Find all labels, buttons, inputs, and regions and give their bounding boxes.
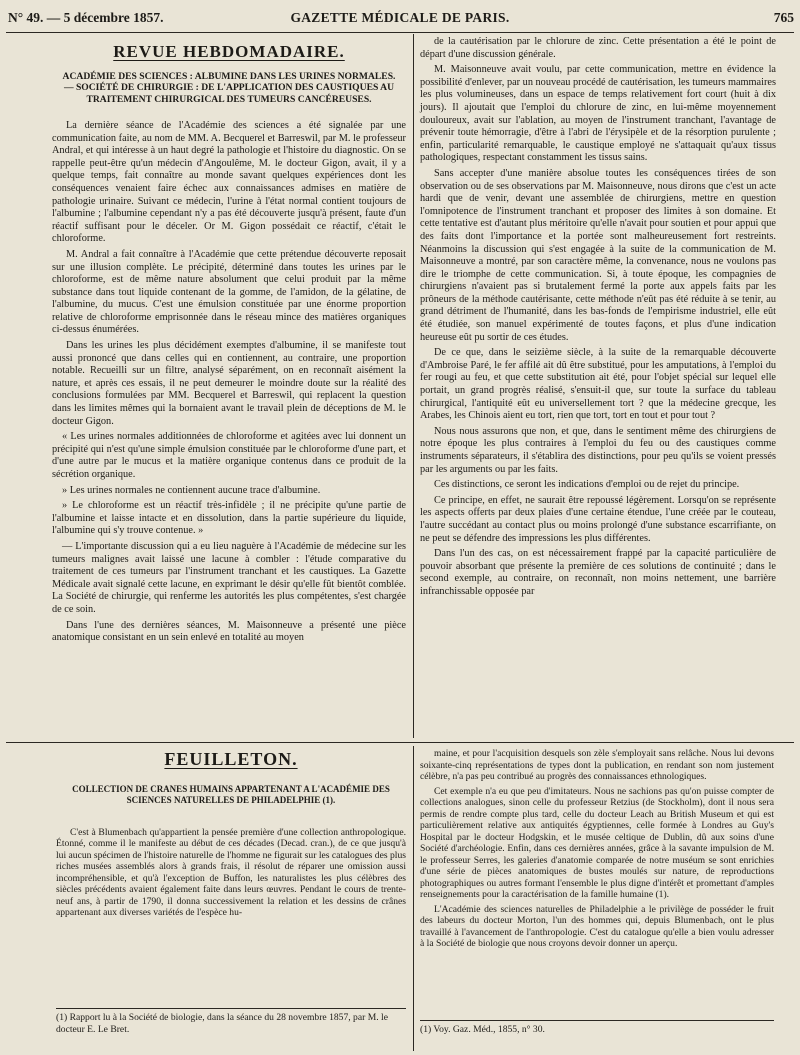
feuilleton-title: FEUILLETON. [164, 749, 298, 769]
paragraph: maine, et pour l'acquisition desquels son zèle s'employait sans relâche. Nous lui devons soixante-cinq représentations de types dont la publication, en rendant son nom justement célèbre, n'a pas peu contribué au progrès des connaissances ethnologiques. [420, 748, 774, 782]
paragraph: Nous nous assurons que non, et que, dans le sentiment même des chirurgiens de notre époque les plus contraires à l'emploi du feu ou des caustiques comme instruments séparateurs, il s'établira des distinctions, pour peu qu'ils se voient pressés par les arguments ou par les faits. [420, 425, 776, 475]
paragraph: Ce principe, en effet, ne saurait être repoussé légèrement. Lorsqu'on se représente les aspects offerts par deux plaies d'une certaine étendue, l'une créée par le couteau, l'autre succédant au contact plus ou moins prolongé d'une substance escarrifiante, on ne peut se défendre des impressions les plus différentes. [420, 494, 776, 544]
paragraph: Cet exemple n'a eu que peu d'imitateurs. Nous ne sachions pas qu'on puisse compter de collections analogues, sinon celle du professeur Retzius (de Stockholm), dont il nous sera permis de rendre compte plus tard, celle du docteur Leach au British Museum et qui est particulièrement relative aux antiquités égyptiennes, celle formée à Londres au Guy's Hospital par le docteur Hodgskin, et le musée celtique de Dublin, dû aux soins d'une Société d'archéologie. Enfin, dans ces dernières années, grâce à la savante impulsion de M. le professeur Serres, les galeries d'anatomie comparée de notre muséum se sont enrichies d'une série de pièces anatomiques de bustes moulés sur nature, de reproductions photographiques ou autres formant l'ensemble le plus digne d'intérêt et promettant d'amples renseignements pour la caractérisation de la famille humaine (1). [420, 785, 774, 900]
feuilleton-left-column [56, 748, 406, 922]
paragraph: M. Andral a fait connaître à l'Académie que cette prétendue découverte reposait sur une illusion complète. Le précipité, déterminé dans toutes les urines par le chloroforme, est de même nature absolument que celui produit par la même substance dans tout liquide contenant de la gomme, de l'amidon, de la gélatine, de l'albumine, du mucus. C'est une émulsion constituée par une énorme proportion relative de chloroforme emprisonnée dans le réseau mince des matières organiques ci-dessus énumérées. [52, 248, 406, 336]
issue-date: N° 49. — 5 décembre 1857. [8, 10, 164, 25]
paragraph: C'est à Blumenbach qu'appartient la pensée première d'une collection anthropologique. Étonné, comme il le manifeste au début de ces décades (Decad. cran.), de ce que jusqu'à lui aucun spécimen de l'histoire naturelle de l'homme ne figurait sur les catalogues des plus riches musées assemblés alors à grands frais, il résolut de réparer une omission aussi incompréhensible, et qu'à l'exception de Buffon, les naturalistes les plus célèbres des siècles précédents avaient également faite dans leurs œuvres. Pendant le cours de trente-neuf ans, à partir de 1790, il donna successivement la relation et les dessins de crânes appartenant aux diverses variétés de l'espèce hu- [56, 826, 406, 918]
paragraph: » Les urines normales ne contiennent aucune trace d'albumine. [62, 484, 321, 496]
paragraph: La dernière séance de l'Académie des sciences a été signalée par une communication faite, au nom de MM. A. Becquerel et Barreswil, par M. le professeur Andral, et qui intéresse à un haut degré la pathologie et l'histoire du diagnostic. On se rappelle peut-être qu'un médecin d'Angoulême, M. le docteur Gigon, avait, il y a quelque temps, fait connaître au monde savant quelques expériences dont les conséquences venaient faire échec aux connaissances admises en matière de pathologie urinaire. Suivant ce médecin, l'urine à l'état normal contient toujours de l'albumine ; l'albumine cependant n'y a pas été découverte jusqu'à présent, faute d'un réactif suffisant pour le déceler. Or M. Gigon possédait ce réactif, c'était le chloroforme. [52, 119, 406, 245]
paragraph: « Les urines normales additionnées de chloroforme et agitées avec lui donnent un précipité qui n'est qu'une simple émulsion constituée par le chloroforme d'une part, et d'une autre par le mucus et la matière organique contenus dans ce produit de la sécrétion organique. [52, 431, 406, 481]
feuilleton-column-rule [413, 746, 414, 1051]
paragraph: Sans accepter d'une manière absolue toutes les conséquences tirées de son observation ou de ses observations par M. Maisonneuve, nous dirons que c'est un acte hardi que de venir, devant une assemblée de chirurgiens, mettre en question l'omnipotence de l'instrument tranchant et proposer des limites à son domaine. Et cette tentative est d'autant plus méritoire qu'elle n'avait pour soutien et pour appui que des faits dont l'importance et la portée sont malheureusement fort restreints. Néanmoins la discussion qui s'est engagée à la suite de la communication de M. Maisonneuve a montré, par son caractère même, la convenance, nous ne voulons pas dire le triomphe de cette communication. Si, à toute époque, les compagnies de chirurgiens n'avaient pas si brutalement fermé la porte aux appels faits par les prôneurs de la méthode cautérisante, cette méthode n'eût pas été réduite à se tenir, au grand détriment de l'humanité, dans les bas-fonds de l'empirisme industriel, elle eût été étudiée, son manuel expérimenté de toutes façons, et plus d'une indication heureuse eût pu sortir de ces études. [420, 167, 776, 343]
feuilleton-right-column [420, 748, 774, 953]
header-rule [6, 32, 794, 33]
revue-subtitle: ACADÉMIE DES SCIENCES : ALBUMINE DANS LES URINES NORMALES. — SOCIÉTÉ DE CHIRURGIE : DE L'APPLICATION DES CAUSTIQUES AU TRAITEMENT CHIRURGICAL DES TUMEURS CANCÉREUSES. [62, 70, 396, 106]
paragraph: — L'importante discussion qui a eu lieu naguère à l'Académie de médecine sur les tumeurs malignes avait laissé une lacune à combler : l'étude comparative du traitement de ces tumeurs par l'instrument tranchant et les caustiques. La Gazette Médicale avait signalé cette lacune, en exprimant le désir qu'elle fût bientôt comblée. La Société de chirurgie, qui renferme les autorités les plus compétentes, s'est chargée de ce soin. [52, 540, 406, 615]
revue-left-text [52, 120, 406, 645]
paragraph: de la cautérisation par le chlorure de zinc. Cette présentation a été le point de départ d'une discussion générale. [420, 36, 776, 60]
revue-right-column [420, 36, 776, 602]
paragraph: » Le chloroforme est un réactif très-infidèle ; il ne précipite qu'une partie de l'albumine et laisse intacte et en dissolution, dans la partie supérieure du liquide, l'albumine qui s'y trouve contenue. » [52, 500, 406, 537]
page-header [0, 10, 800, 32]
feuilleton-left-text [56, 827, 406, 919]
paragraph: De ce que, dans le seizième siècle, à la suite de la remarquable découverte d'Ambroise Paré, le fer affilé ait dû être substitué, pour les amputations, à l'emploi du fer rougi au feu, et que cette substitution ait été, pour l'objet spécial sur lequel elle portait, un grand progrès réalisé, s'ensuit-il que, sur toute la surface du tableau chirurgical, l'antiquité eût eu universellement tort ? que la médecine grecque, les Arabes, les Chinois aient eu tort, rien que tort, tort en tout et pour tout ? [420, 347, 776, 422]
footnote-rule-right [420, 1020, 774, 1021]
feuilleton-rule [6, 742, 794, 743]
page-number: 765 [773, 10, 794, 25]
footnote-left: (1) Rapport lu à la Société de biologie, dans la séance du 28 novembre 1857, par M. le docteur E. Le Bret. [56, 1012, 388, 1035]
revue-right-text [420, 36, 776, 599]
paragraph: Dans l'une des dernières séances, M. Maisonneuve a présenté une pièce anatomique consistant en un sein enlevé en totalité au moyen [52, 619, 406, 644]
paragraph: M. Maisonneuve avait voulu, par cette communication, mettre en évidence la possibilité d'enlever, par un nouveau procédé de cautérisation, les tumeurs mammaires les plus volumineuses, dans un espace de temps relativement fort court (huit à dix jours). Il ajoutait que l'emploi du chlorure de zinc, en lui-même moyennement douloureux, avait sur l'ablation, au moyen de l'instrument tranchant, l'avantage de prévenir toute hémorragie, d'être à l'abri de l'érysipèle et de la résorption purulente ; enfin, particularité remarquable, le caustique employé ne s'attaquait qu'aux tissus pathologiques, respectant constamment les tissus sains. [420, 64, 776, 164]
footnote-right: (1) Voy. Gaz. Méd., 1855, n° 30. [420, 1024, 545, 1035]
column-rule [413, 34, 414, 738]
journal-title: GAZETTE MÉDICALE DE PARIS. [290, 10, 510, 25]
footnote-rule-left [56, 1008, 406, 1009]
revue-title: REVUE HEBDOMADAIRE. [113, 42, 345, 61]
revue-left-column [52, 36, 406, 648]
paragraph: Ces distinctions, ce seront les indications d'emploi ou de rejet du principe. [434, 479, 740, 491]
paragraph: Dans l'un des cas, on est nécessairement frappé par la capacité particulière de pouvoir absorbant que présente la première de ces solutions de continuité ; dans le second exemple, au contraire, on reconnaît, non moins nettement, une barrière infranchissable opposée par [420, 548, 776, 597]
paragraph: Dans les urines les plus décidément exemptes d'albumine, il se manifeste tout aussi prononcé que dans celles qui en contiennent, au contraire, une proportion notable. Recueilli sur un filtre, analysé séparément, on en reconnaît aisément la nature, et après ces essais, il ne peut demeurer le moindre doute sur la réalité des conclusions formulées par MM. Becquerel et Barreswil, qui replacent la question dans les limites mêmes qui la bornaient avant le travail plein de déceptions de M. le docteur Gigon. [52, 340, 406, 427]
feuilleton-subtitle: COLLECTION DE CRANES HUMAINS APPARTENANT A L'ACADÉMIE DES SCIENCES NATURELLES DE PHILADELPHIE (1). [72, 783, 390, 805]
feuilleton-right-text [420, 748, 774, 950]
paragraph: L'Académie des sciences naturelles de Philadelphie a le privilège de posséder le fruit des labeurs du docteur Morton, l'un des hommes qui, depuis Blumenbach, ont le plus travaillé à l'avancement de l'anthropologie. C'est du catalogue qu'elle a bien voulu adresser à la Société de biologie que nous croyons devoir donner un aperçu. [420, 903, 774, 949]
